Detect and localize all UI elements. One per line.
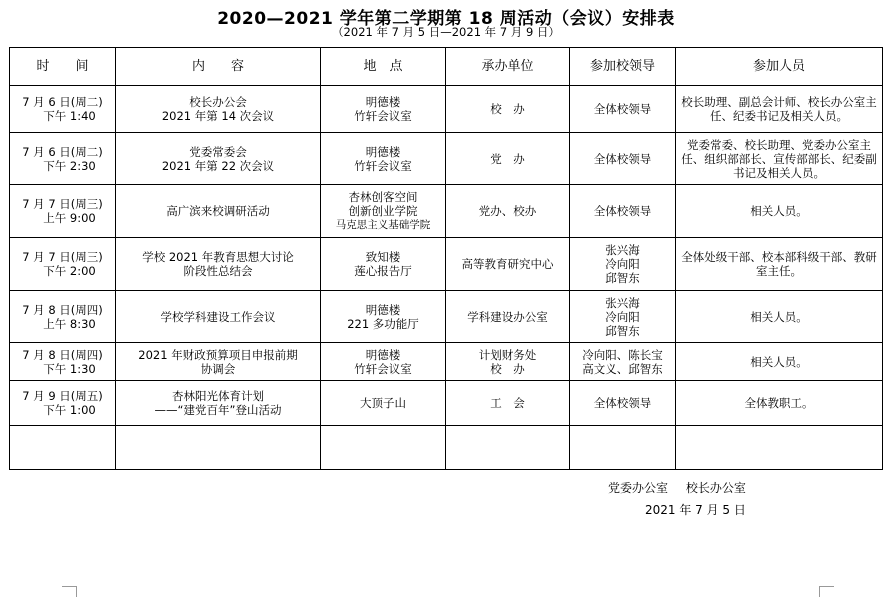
header-content: 内 容 <box>116 48 321 86</box>
attendees-cell: 全体教职工。 <box>676 381 883 426</box>
time-cell <box>10 133 116 185</box>
location-cell: 大顶子山 <box>321 381 446 426</box>
table-row <box>10 381 883 426</box>
organizer-cell: 学科建设办公室 <box>446 291 570 343</box>
attendees-cell: 党委常委、校长助理、党委办公室主任、组织部部长、宣传部部长、纪委副书记及相关人员。 <box>676 133 883 185</box>
table-row <box>10 185 883 238</box>
time-cell <box>10 291 116 343</box>
date-text: 7 月 6 日(周二) <box>22 144 103 159</box>
content-cell: 校长办公会 2021 年第 14 次会议 <box>116 86 321 133</box>
date-text: 7 月 8 日(周四) <box>22 347 103 362</box>
time-text: 下午 2:00 <box>43 264 96 278</box>
header-location: 地 点 <box>321 48 446 86</box>
time-cell <box>10 86 116 133</box>
time-cell <box>10 185 116 238</box>
attendees-cell: 相关人员。 <box>676 291 883 343</box>
location-cell: 明德楼 竹轩会议室 <box>321 133 446 185</box>
time-text: 下午 1:40 <box>43 109 96 123</box>
empty-cell <box>116 426 321 470</box>
time-text: 上午 8:30 <box>43 316 96 331</box>
leaders-cell: 全体校领导 <box>570 185 676 238</box>
date-text: 7 月 9 日(周五) <box>22 389 103 403</box>
leaders-cell: 冷向阳、陈长宝 高文义、邱智东 <box>570 343 676 381</box>
organizer-cell: 党 办 <box>446 133 570 185</box>
time-cell <box>10 343 116 381</box>
organizer-cell: 高等教育研究中心 <box>446 238 570 291</box>
header-organizer: 承办单位 <box>446 48 570 86</box>
content-cell: 高广滨来校调研活动 <box>116 185 321 238</box>
page-corner-mark-left <box>62 586 77 597</box>
location-cell: 杏林创客空间 创新创业学院 马克思主义基础学院 <box>321 185 446 238</box>
time-cell <box>10 381 116 426</box>
table-row <box>10 86 883 133</box>
date-text: 7 月 7 日(周三) <box>22 197 103 211</box>
time-text: 下午 1:00 <box>43 403 96 417</box>
empty-row <box>10 426 883 470</box>
issuing-offices: 党委办公室 校长办公室 <box>608 481 746 495</box>
content-cell: 2021 年财政预算项目申报前期 协调会 <box>116 343 321 381</box>
time-text: 下午 2:30 <box>43 158 96 173</box>
empty-cell <box>570 426 676 470</box>
content-cell: 学校 2021 年教育思想大讨论 阶段性总结会 <box>116 238 321 291</box>
date-text: 7 月 7 日(周三) <box>22 250 103 264</box>
content-cell: 党委常委会 2021 年第 22 次会议 <box>116 133 321 185</box>
empty-cell <box>676 426 883 470</box>
leaders-cell: 全体校领导 <box>570 133 676 185</box>
leaders-cell: 全体校领导 <box>570 86 676 133</box>
content-cell: 杏林阳光体育计划 ——“建党百年”登山活动 <box>116 381 321 426</box>
leaders-cell: 张兴海 冷向阳 邱智东 <box>570 291 676 343</box>
time-text: 下午 1:30 <box>43 361 96 376</box>
attendees-cell: 相关人员。 <box>676 185 883 238</box>
location-cell: 致知楼 莲心报告厅 <box>321 238 446 291</box>
date-text: 7 月 8 日(周四) <box>22 302 103 317</box>
page-title: 2020—2021 学年第二学期第 18 周活动（会议）安排表 <box>217 9 675 29</box>
page-corner-mark-right <box>819 586 834 597</box>
content-cell: 学校学科建设工作会议 <box>116 291 321 343</box>
table-row <box>10 343 883 381</box>
organizer-cell: 校 办 <box>446 86 570 133</box>
attendees-cell: 相关人员。 <box>676 343 883 381</box>
attendees-cell: 校长助理、副总会计师、校长办公室主任、纪委书记及相关人员。 <box>676 86 883 133</box>
table-row <box>10 238 883 291</box>
organizer-cell: 工 会 <box>446 381 570 426</box>
empty-cell <box>10 426 116 470</box>
header-attendees: 参加人员 <box>676 48 883 86</box>
header-leaders: 参加校领导 <box>570 48 676 86</box>
location-cell: 明德楼 竹轩会议室 <box>321 86 446 133</box>
table-header-row <box>10 48 883 86</box>
attendees-cell: 全体处级干部、校本部科级干部、教研室主任。 <box>676 238 883 291</box>
date-text: 7 月 6 日(周二) <box>22 95 103 109</box>
time-cell <box>10 238 116 291</box>
organizer-cell: 党办、校办 <box>446 185 570 238</box>
leaders-cell: 张兴海 冷向阳 邱智东 <box>570 238 676 291</box>
table-row <box>10 133 883 185</box>
empty-cell <box>446 426 570 470</box>
location-cell: 明德楼 221 多功能厅 <box>321 291 446 343</box>
empty-cell <box>321 426 446 470</box>
header-time: 时 间 <box>10 48 116 86</box>
issue-date: 2021 年 7 月 5 日 <box>645 503 746 517</box>
leaders-cell: 全体校领导 <box>570 381 676 426</box>
time-text: 上午 9:00 <box>43 211 96 225</box>
table-row <box>10 291 883 343</box>
schedule-table <box>9 47 883 470</box>
organizer-cell: 计划财务处 校 办 <box>446 343 570 381</box>
date-range-subtitle: （2021 年 7 月 5 日—2021 年 7 月 9 日） <box>332 25 560 39</box>
location-cell: 明德楼 竹轩会议室 <box>321 343 446 381</box>
